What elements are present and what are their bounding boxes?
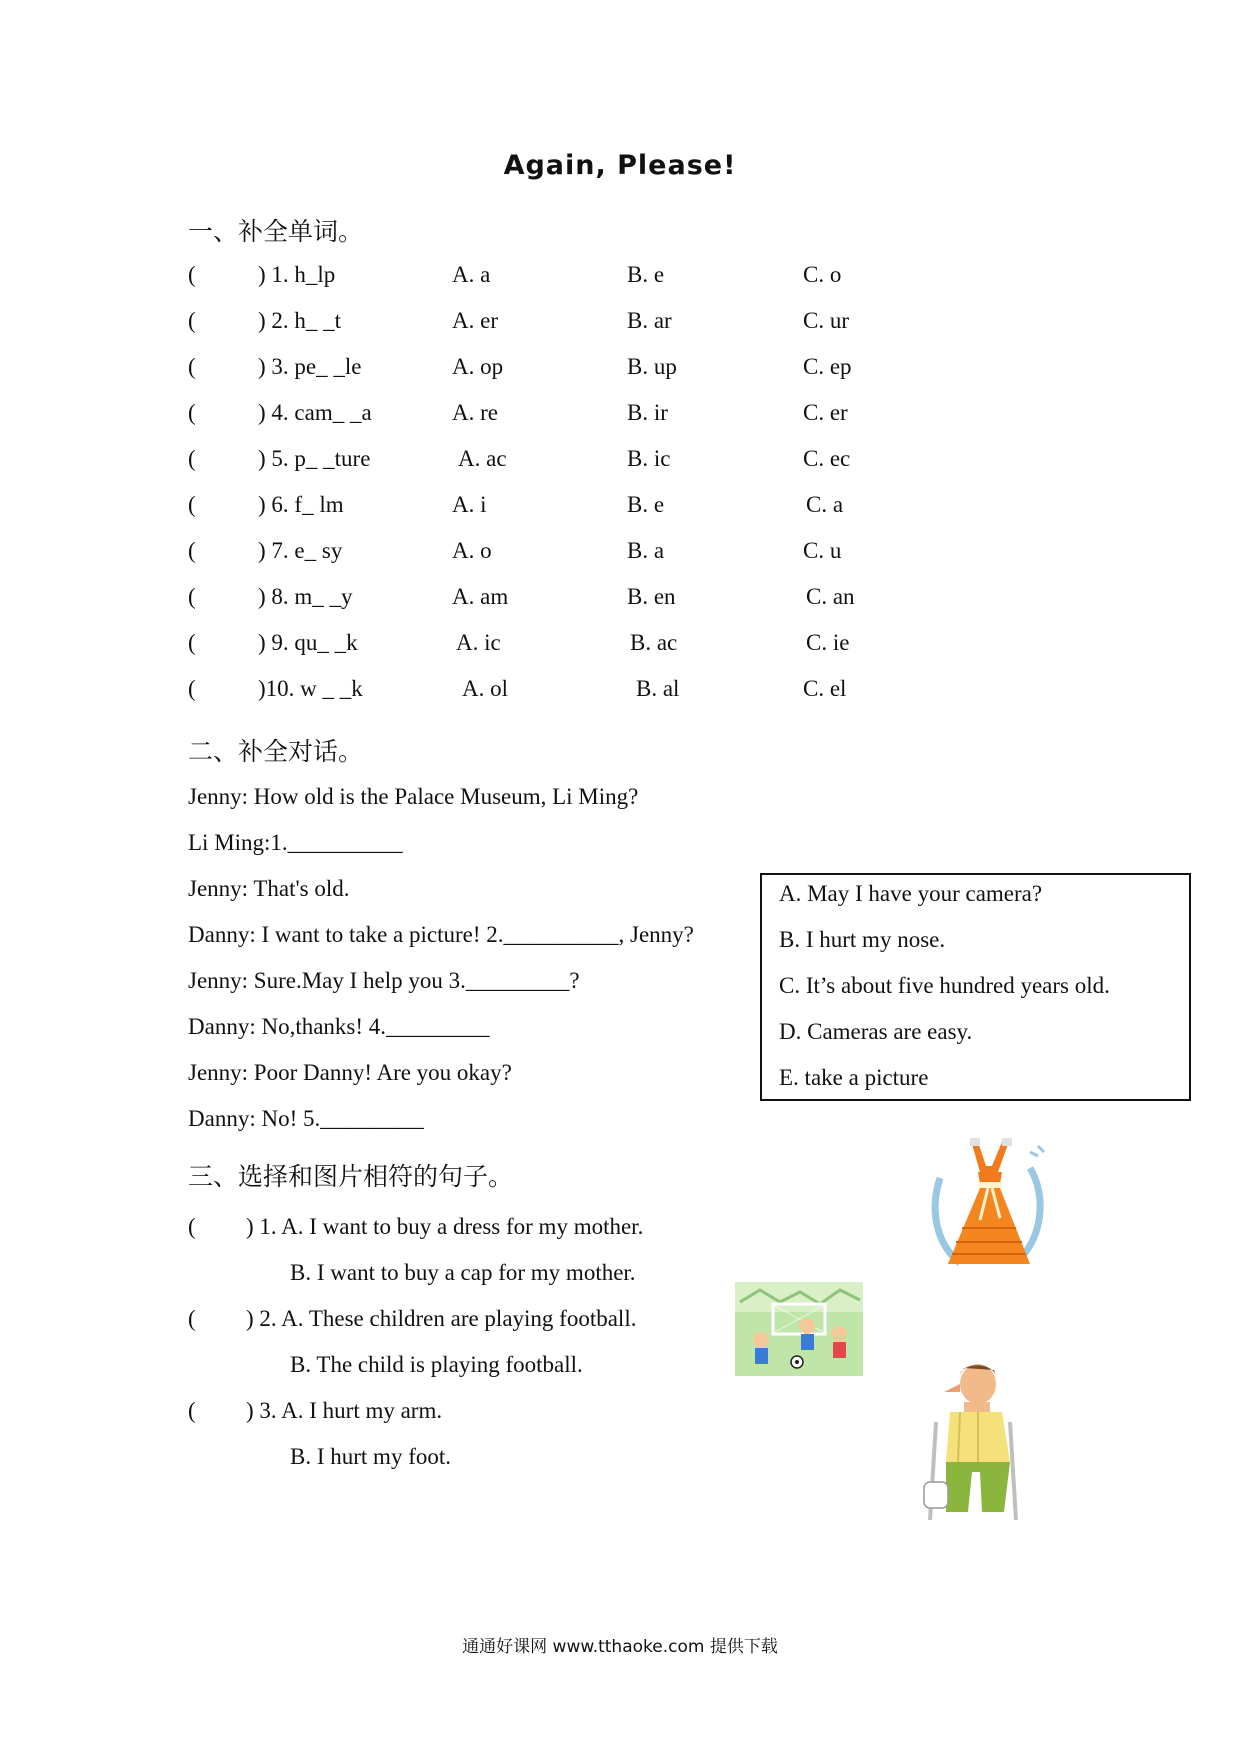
option-a: A. i (452, 492, 487, 517)
option-c: C. an (806, 584, 855, 609)
answer-paren: ( (188, 584, 196, 609)
question-word: ) 3. pe_ _le (258, 354, 362, 379)
answer-paren: ( (188, 1306, 196, 1331)
option-b: B. ac (630, 630, 678, 655)
option-a: A. ic (456, 630, 501, 655)
question-word: ) 5. p_ _ture (258, 446, 371, 471)
option-c: C. o (803, 262, 842, 287)
footer: 通通好课网 www.tthaoke.com 提供下载 (462, 1637, 778, 1657)
option-e: E. take a picture (779, 1065, 929, 1090)
answer-paren: ( (188, 262, 196, 287)
dialogue-line: Jenny: That's old. (188, 876, 350, 901)
section2-heading: 二、补全对话。 (188, 737, 364, 766)
answer-paren: ( (188, 630, 196, 655)
option-a: A. op (452, 354, 504, 379)
dialogue-line: Danny: No,thanks! 4._________ (188, 1014, 490, 1039)
option-a: A. re (452, 400, 498, 425)
sentence-b: B. The child is playing football. (290, 1352, 583, 1377)
answer-paren: ( (188, 446, 196, 471)
question-word: ) 7. e_ sy (258, 538, 343, 563)
section3-heading: 三、选择和图片相符的句子。 (188, 1162, 514, 1191)
question-word: )10. w _ _k (258, 676, 363, 701)
option-a: A. am (452, 584, 509, 609)
page-title: Again, Please! (503, 150, 737, 181)
option-a: A. o (452, 538, 492, 563)
option-a: A. ol (462, 676, 508, 701)
option-c: C. a (806, 492, 844, 517)
question-word: ) 1. h_lp (258, 262, 336, 287)
answer-paren: ( (188, 400, 196, 425)
option-b: B. up (627, 354, 677, 379)
section1-heading: 一、补全单词。 (188, 217, 364, 246)
option-c: C. ec (803, 446, 851, 471)
answer-paren: ( (188, 1398, 196, 1423)
option-c: C. u (803, 538, 842, 563)
option-b: B. e (627, 262, 665, 287)
option-b: B. e (627, 492, 665, 517)
answer-paren: ( (188, 308, 196, 333)
option-b: B. ir (627, 400, 668, 425)
option-c: C. ep (803, 354, 852, 379)
sentence-b: B. I want to buy a cap for my mother. (290, 1260, 636, 1285)
option-b: B. a (627, 538, 665, 563)
dialogue-line: Danny: I want to take a picture! 2.__________, Jenny? (188, 922, 694, 947)
answer-paren: ( (188, 492, 196, 517)
answer-paren: ( (188, 676, 196, 701)
sentence-a: ) 2. A. These children are playing football. (246, 1306, 637, 1331)
option-c: C. ie (806, 630, 850, 655)
dialogue-line: Jenny: Sure.May I help you 3._________? (188, 968, 580, 993)
option-b: B. I hurt my nose. (779, 927, 946, 952)
option-b: B. ar (627, 308, 672, 333)
option-a: A. er (452, 308, 498, 333)
option-d: D. Cameras are easy. (779, 1019, 973, 1044)
dialogue-line: Jenny: How old is the Palace Museum, Li Ming? (188, 784, 639, 809)
dialogue-options-box (760, 873, 1191, 1101)
dialogue-line: Jenny: Poor Danny! Are you okay? (188, 1060, 512, 1085)
option-a: A. a (452, 262, 491, 287)
option-b: B. al (636, 676, 680, 701)
question-word: ) 2. h_ _t (258, 308, 342, 333)
option-a: A. ac (458, 446, 507, 471)
answer-paren: ( (188, 538, 196, 563)
injured-man-picture (920, 1362, 1020, 1520)
question-word: ) 6. f_ lm (258, 492, 344, 517)
dress-picture (930, 1138, 1048, 1274)
football-picture (735, 1282, 863, 1376)
question-word: ) 9. qu_ _k (258, 630, 358, 655)
option-b: B. en (627, 584, 676, 609)
dialogue-line: Li Ming:1.__________ (188, 830, 403, 855)
option-c: C. It’s about five hundred years old. (779, 973, 1110, 998)
sentence-a: ) 1. A. I want to buy a dress for my mother. (246, 1214, 644, 1239)
option-a: A. May I have your camera? (779, 881, 1043, 906)
option-c: C. el (803, 676, 847, 701)
sentence-a: ) 3. A. I hurt my arm. (246, 1398, 443, 1423)
question-word: ) 4. cam_ _a (258, 400, 372, 425)
option-b: B. ic (627, 446, 671, 471)
answer-paren: ( (188, 1214, 196, 1239)
question-word: ) 8. m_ _y (258, 584, 353, 609)
dialogue-line: Danny: No! 5._________ (188, 1106, 424, 1131)
option-c: C. ur (803, 308, 849, 333)
option-c: C. er (803, 400, 848, 425)
answer-paren: ( (188, 354, 196, 379)
sentence-b: B. I hurt my foot. (290, 1444, 451, 1469)
